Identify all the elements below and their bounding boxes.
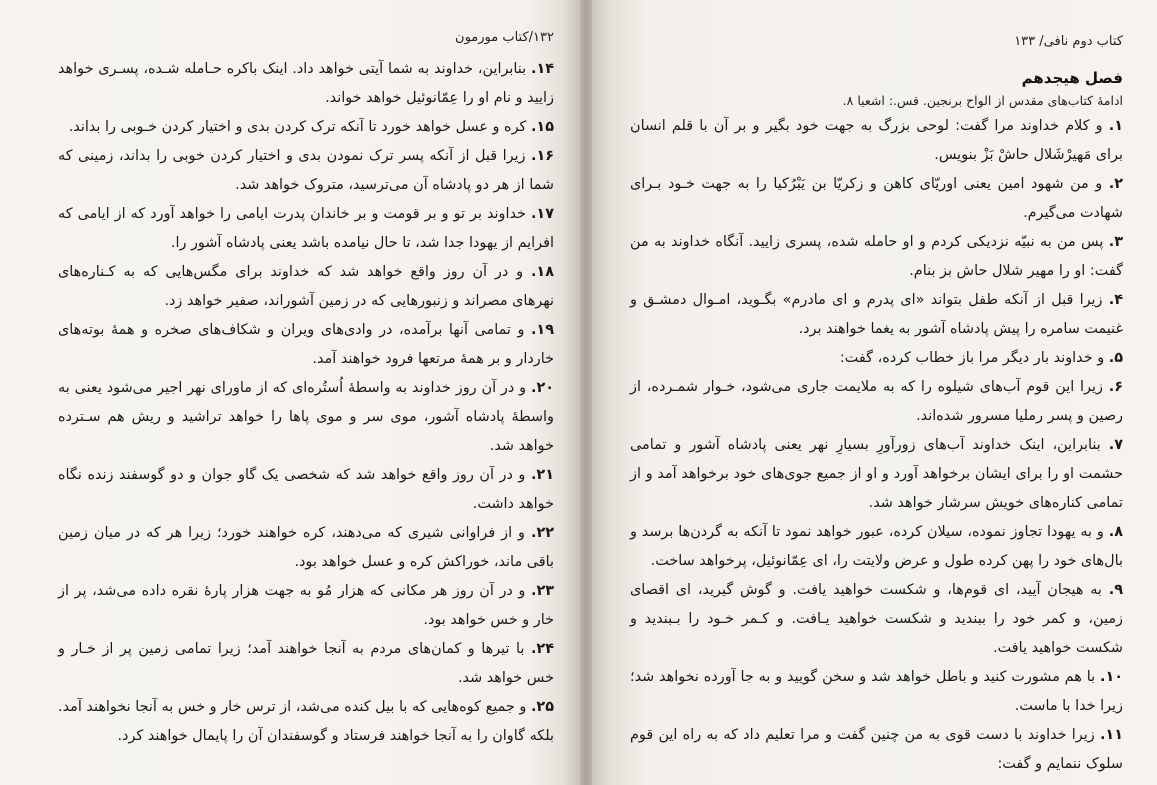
verse-number: ۲۵. <box>530 699 554 715</box>
verse-text: بنابراین، خداوند به شما آیتی خواهد داد. اینک باکره حـامله شـده، پسـری خواهد زایید و نام او را عِمّانوئیل خواهد خواند. <box>58 61 554 106</box>
verse <box>58 635 554 693</box>
verse-text: با هم مشورت کنید و باطل خواهد شد و سخن گویید و به جا آورده نخواهد شد؛ زیرا خدا با ماست. <box>630 669 1123 714</box>
verse-number: ۶. <box>1108 379 1123 395</box>
verse-text: و در آن روز واقع خواهد شد که خداوند برای مگس‌هایی که به کـناره‌های نهرهای مصراند و زنبورهایی که در زمین آشوراند، صفیر خواهد زد. <box>58 264 554 309</box>
right-page <box>592 0 1157 785</box>
verse-list <box>58 55 554 751</box>
verse <box>58 55 554 113</box>
verse-text: و کلام خداوند مرا گفت: لوحی بزرگ به جهت خود بگیر و بر آن با قلم انسان برای مَهیرْشَلال حاشْ بَزْ بنویس. <box>630 118 1123 163</box>
verse-text: بنابراین، اینک خداوند آب‌های زورآورِ بسیارِ نهر یعنی پادشاه آشور و تمامی حشمت او را برای ایشان برخواهد آورد و او از جمیع جوی‌های خود برخواهد آمد و از تمامی کناره‌های خویش سرشار خواهد شد. <box>630 437 1123 511</box>
verse <box>630 518 1123 576</box>
verse <box>58 316 554 374</box>
verse <box>630 228 1123 286</box>
verse <box>58 200 554 258</box>
verse-text: و در آن روز هر مکانی که هزار مُو به جهت هزار پارهٔ نقره داده می‌شد، پر از خار و خس خواهد بود. <box>58 583 554 628</box>
verse-text: زیرا این قوم آب‌های شیلوه را که به ملایمت جاری می‌شود، خـوار شمـرده، از رصین و پسر رملیا مسرور شده‌اند. <box>630 379 1123 424</box>
verse-text: به هیجان آیید، ای قوم‌ها، و شکست خواهید یافت. و گوش گیرید، ای اقصای زمین، و کمر خود را ببندید و شکست خواهید یـافت. و کـمر خـود را بـبندید و شکست خواهید یافت. <box>630 582 1123 656</box>
verse <box>630 112 1123 170</box>
verse-number: ۱. <box>1108 118 1123 134</box>
verse-number: ۳. <box>1108 234 1124 250</box>
verse-text: و در آن روز واقع خواهد شد که شخصی یک گاو جوان و دو گوسفند زنده نگاه خواهد داشت. <box>58 467 554 512</box>
verse-text: زیرا خداوند با دست قوی به من چنین گفت و مرا تعلیم داد که به راه این قوم سلوک ننمایم و گفت: <box>630 727 1123 772</box>
verse-text: زیرا قبل از آنکه پسر ترک نمودن بدی و اختیار کردن خوبی را بداند، زمینی که شما از هر دو پادشاه آن می‌ترسید، متروک خواهد شد. <box>58 148 554 193</box>
verse <box>58 577 554 635</box>
verse-number: ۱۸. <box>530 264 554 280</box>
verse-number: ۲. <box>1108 176 1123 192</box>
verse-number: ۱۷. <box>530 206 554 222</box>
verse-number: ۱۶. <box>530 148 555 164</box>
verse <box>58 519 554 577</box>
verse-text: و در آن روز خداوند به واسطهٔ اُستُره‌ای که از ماورای نهر اجیر می‌شود یعنی به واسطهٔ پادشاه آشور، موی سر و موی پاها را خواهد تراشید و ریش هم سـترده خواهد شد. <box>58 380 554 454</box>
verse-number: ۵. <box>1108 350 1123 366</box>
verse-number: ۲۱. <box>530 467 554 483</box>
verse-text: و خداوند بار دیگر مرا باز خطاب کرده، گفت: <box>839 350 1105 366</box>
page-header: کتاب دوم نافی/ ۱۳۳ <box>1014 34 1123 49</box>
verse <box>630 373 1123 431</box>
verse-list <box>630 112 1123 779</box>
verse-text: و از فراوانی شیری که می‌دهند، کره خواهند خورد؛ زیرا هر که در میان زمین باقی ماند، خوراکش کره و عسل خواهد بود. <box>58 525 554 570</box>
verse-number: ۲۳. <box>530 583 555 599</box>
chapter-title: فصل هیجدهم <box>1021 69 1123 87</box>
book-gutter <box>580 0 592 785</box>
verse-text: و تمامی آنها برآمده، در وادی‌های ویران و شکاف‌های صخره و همهٔ بوته‌های خاردار و بر همهٔ مرتعها فرود خواهند آمد. <box>58 322 554 367</box>
verse-number: ۲۲. <box>530 525 555 541</box>
verse <box>630 663 1123 721</box>
verse <box>58 461 554 519</box>
verse-number: ۱۱. <box>1099 727 1123 743</box>
verse <box>58 142 554 200</box>
verse <box>58 113 554 142</box>
verse <box>630 576 1123 663</box>
verse-number: ۱۹. <box>530 322 554 338</box>
verse <box>630 721 1123 779</box>
verse-number: ۸. <box>1108 524 1123 540</box>
verse-text: و من شهود امین یعنی اوریّای کاهن و زکریّا بن یَبْرُکیا را به جهت خـود بـرای شهادت می‌گیرم. <box>630 176 1123 221</box>
verse-number: ۲۴. <box>530 641 554 657</box>
verse-text: و به یهودا تجاوز نموده، سیلان کرده، عبور خواهد نمود تا آنکه به گردن‌ها برسد و بال‌های خود را پهن کرده طول و عرض ولایتت را، ای عِمّانوئیل، پرخواهد ساخت. <box>630 524 1123 569</box>
verse-number: ۱۴. <box>530 61 555 77</box>
verse-text: پس من به نبیّه نزدیکی کردم و او حامله شده، پسری زایید. آنگاه خداوند به من گفت: او را مهیر شلال حاش بز بنام. <box>630 234 1123 279</box>
verse <box>630 286 1123 344</box>
verse <box>630 170 1123 228</box>
verse-number: ۷. <box>1108 437 1123 453</box>
verse <box>630 431 1123 518</box>
verse-text: زیرا قبل از آنکه طفل بتواند «ای پدرم و ای مادرم» بگـوید، امـوال دمشـق و غنیمت سامره را پیش پادشاه آشور به یغما خواهند برد. <box>630 292 1123 337</box>
verse-number: ۱۵. <box>530 119 554 135</box>
verse <box>630 344 1123 373</box>
verse-text: خداوند بر تو و بر قومت و بر خاندان پدرت ایامی را خواهد آورد که از ایامی که افرایم از یهودا جدا شد، تا حال نیامده باشد یعنی پادشاه آشور را. <box>58 206 554 251</box>
chapter-summary: ادامهٔ کتاب‌های مقدس از الواح برنجین. قس.: اشعیا ۸. <box>842 93 1123 108</box>
verse-number: ۹. <box>1108 582 1124 598</box>
page-header: ۱۳۲/کتاب مورمون <box>455 30 554 45</box>
verse-number: ۲۰. <box>530 380 555 396</box>
verse <box>58 693 554 751</box>
verse-text: کره و عسل خواهد خورد تا آنکه ترک کردن بدی و اختیار کردن خـوبی را بداند. <box>68 119 527 135</box>
verse <box>58 258 554 316</box>
verse-number: ۱۰. <box>1099 669 1124 685</box>
verse-text: و جمیع کوه‌هایی که با بیل کنده می‌شد، از ترس خار و خس به آنجا نخواهند آمد. بلکه گاوان را به آنجا خواهند فرستاد و گوسفندان آن را پایمال خواهند کرد. <box>58 699 554 744</box>
verse-text: با تیرها و کمان‌های مردم به آنجا خواهند آمد؛ زیرا تمامی زمین پر از خـار و خس خواهد شد. <box>58 641 554 686</box>
verse <box>58 374 554 461</box>
verse-number: ۴. <box>1108 292 1123 308</box>
